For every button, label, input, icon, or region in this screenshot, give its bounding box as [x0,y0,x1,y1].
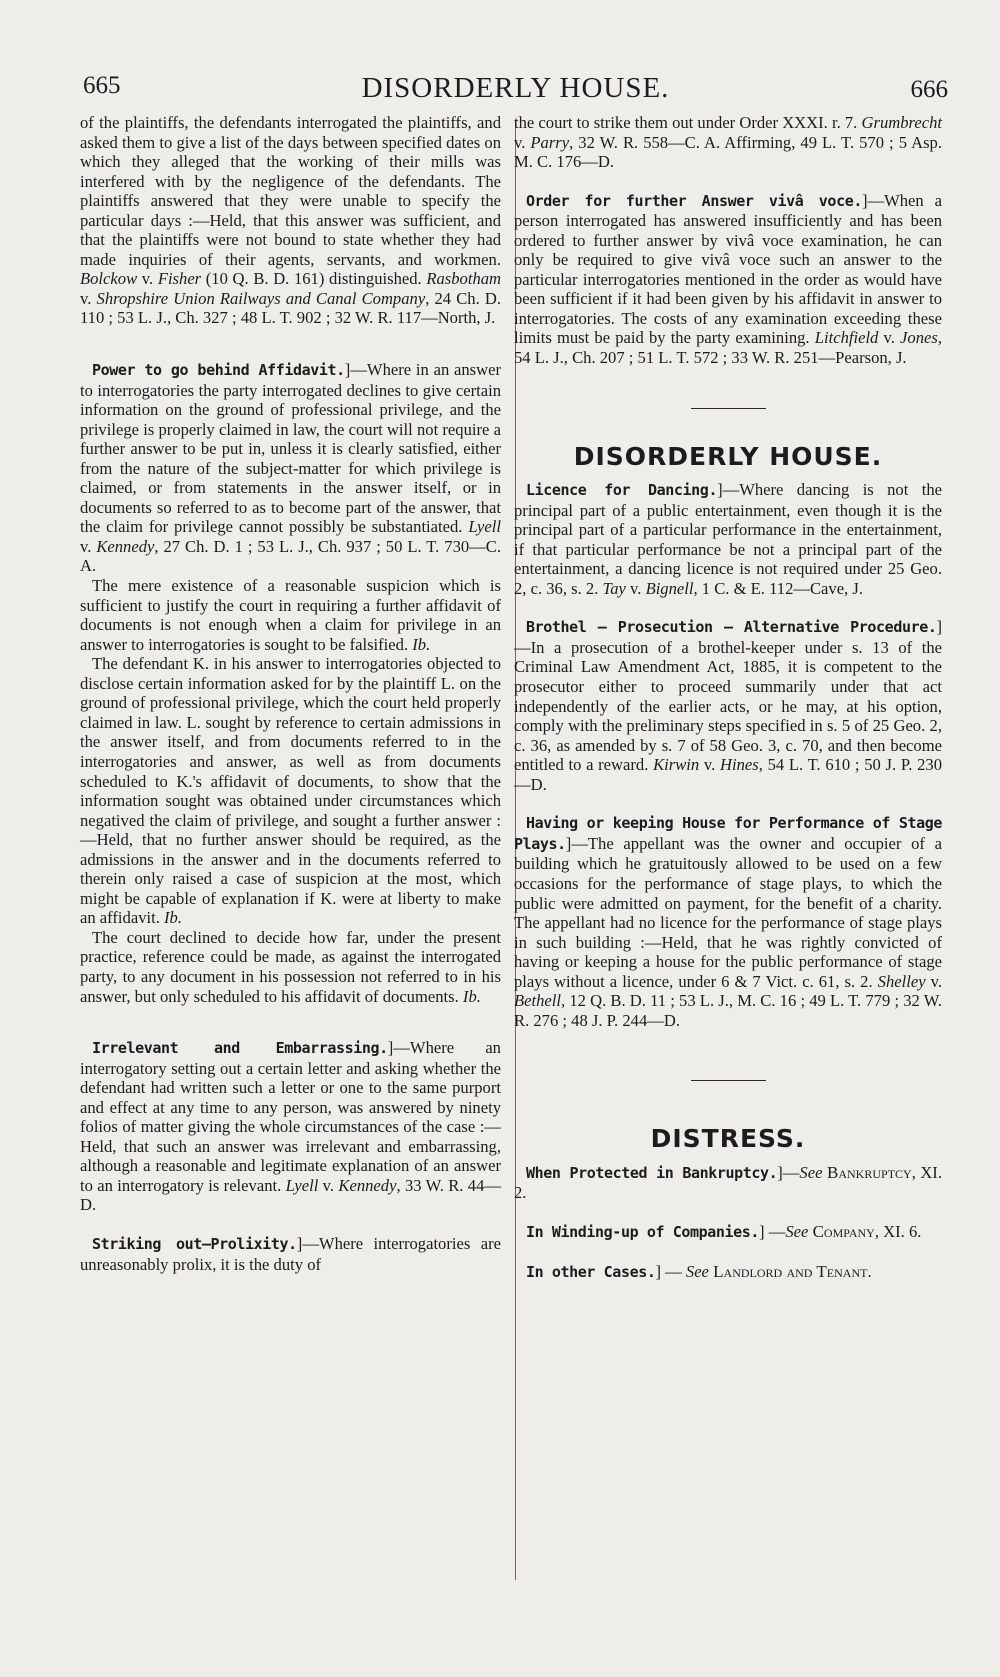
entry-striking-out: Striking out—Prolixity.]—Where interrogatories are unreasonably prolix, it is the duty of [80,1233,501,1274]
entry-winding-up: In Winding-up of Companies.] —See Company, XI. 6. [526,1221,922,1241]
entry-other-cases: In other Cases.] — See Landlord and Tenant. [526,1261,872,1281]
entry-order-further-answer: Order for further Answer vivâ voce.]—When a person interrogated has answered insufficiently and has been ordered to further answer by vivâ voce examination, he can only be required to give vivâ voce such an answer to the particular interrogatories mentioned in the order as would have been sufficient if it had been given by his affidavit in answer to interrogatories. The costs of any examination exceeding these limits must be paid by the party examining. Litchfield v. Jones, 54 L. J., Ch. 207 ; 51 L. T. 572 ; 33 W. R. 251—Pearson, J. [514,190,942,368]
entry-heading: Licence for Dancing. [526,481,718,500]
left-column [80,113,501,1274]
entry-heading: Order for further Answer vivâ voce. [526,191,862,210]
entry-heading: Brothel — Prosecution — Alternative Procedure. [526,618,937,637]
entry-heading: Irrelevant and Embarrassing. [92,1039,388,1058]
left-page-number: 665 [83,72,121,99]
entry-stage-plays: Having or keeping House for Performance of Stage Plays.]—The appellant was the owner and occupier of a building which he gratuitously allowed to be used on a few occasions for the performance of stage plays, to which the public were admitted on payment, for the benefit of a charity. The appellant had no licence for the performance of stage plays in such building :—Held, that he was rightly convicted of having or keeping a house for the public performance of stage plays without a licence, under 6 & 7 Vict. c. 61, s. 2. Shelley v. Bethell, 12 Q. B. D. 11 ; 53 L. J., M. C. 16 ; 49 L. T. 779 ; 32 W. R. 276 ; 48 J. P. 244—D. [514,814,942,1030]
entry-brothel-prosecution: Brothel — Prosecution — Alternative Procedure.]—In a prosecution of a brothel-keeper under s. 13 of the Criminal Law Amendment Act, 1885, it is competent to the prosecutor either to proceed summarily under that act independently of the earlier acts, or he may, at his option, comply with the preliminary steps specified in s. 5 of 25 Geo. 2, c. 36, as amended by s. 7 of 58 Geo. 3, c. 70, and then become entitled to a reward. Kirwin v. Hines, 54 L. T. 610 ; 50 J. P. 230—D. [514,617,942,794]
entry-heading: Striking out—Prolixity. [92,1234,297,1253]
paragraph-court-declined: The court declined to decide how far, under the present practice, reference could be made, as against the interrogated party, to any document in his possession not referred to in his answer, but only scheduled to his affidavit of documents. Ib. [80,927,501,1006]
entry-heading: When Protected in Bankruptcy. [526,1163,778,1182]
section-title-disorderly-house: DISORDERLY HOUSE. [573,441,883,471]
right-column [514,113,942,1282]
section-title-distress: DISTRESS. [650,1124,806,1154]
entry-power-behind-affidavit: Power to go behind Affidavit.]—Where in an answer to interrogatories the party interrogated declines to give certain information on the ground of professional privilege, and the privilege is properly claimed in law, the court will not require a further answer to be put in, unless it is clearly satisfied, either from the nature of the subject-matter for which privilege is claimed, or from statements in the answer itself, or in documents so referred to as to become part of the answer, that the claim for privilege cannot possibly be substantiated. Lyell v. Kennedy, 27 Ch. D. 1 ; 53 L. J., Ch. 937 ; 50 L. T. 730—C. A. [80,360,502,576]
entry-bankruptcy: When Protected in Bankruptcy.]—See Bankruptcy, XI. 2. [514,1162,942,1203]
right-page-number: 666 [910,76,948,103]
entry-heading: In other Cases. [526,1262,656,1281]
running-title: DISORDERLY HOUSE. [361,72,670,104]
entry-licence-for-dancing: Licence for Dancing.]—Where dancing is not the principal part of a public entertainment, even though it is the principal part of a particular performance in the entertainment, if that particular performance be not a principal part of the entertainment, a dancing licence is not required under 25 Geo. 2, c. 36, s. 2. Tay v. Bignell, 1 C. & E. 112—Cave, J. [514,480,942,598]
entry-irrelevant-embarrassing: Irrelevant and Embarrassing.]—Where an interrogatory setting out a certain letter and asking whether the defendant had written such a letter or one to the same purport and effect at any time to any person, was answered by ninety folios of matter giving the whole circumstances of the case :—Held, that such an answer was irrelevant and embarrassing, although a reasonable and legitimate explanation of an answer to an interrogatory is relevant. Lyell v. Kennedy, 33 W. R. 44—D. [80,1038,501,1215]
entry-heading: In Winding-up of Companies. [526,1222,760,1241]
entry-heading: Having or keeping House for Performance of Stage Plays. [514,814,942,853]
paragraph-continued: of the plaintiffs, the defendants interrogated the plaintiffs, and asked them to give a list of the days between specified dates on which they alleged that the working of their mills was interfered with by the negligence of the defendants. The plaintiffs answered that they were unable to specify the particular days :—Held, that this answer was sufficient, and that the plaintiffs were not bound to state whether they had made inquiries of their agents, servants, and workmen. Bolckow v. Fisher (10 Q. B. D. 161) distinguished. Rasbotham v. Shropshire Union Railways and Canal Company, 24 Ch. D. 110 ; 53 L. J., Ch. 327 ; 48 L. T. 902 ; 32 W. R. 117—North, J. [80,113,502,328]
paragraph-mere-existence: The mere existence of a reasonable suspicion which is sufficient to justify the court in requiring a further affidavit of documents is not enough when a claim for privilege in an answer to interrogatories is sought to be falsified. Ib. [80,576,501,654]
running-header [83,72,948,112]
entry-heading: Power to go behind Affidavit. [92,361,345,380]
paragraph-defendant-k: The defendant K. in his answer to interrogatories objected to disclose certain information asked for by the plaintiff L. on the ground of professional privilege, which the court held properly claimed in law. L. sought by reference to certain admissions in the answer itself, and from documents referred to in the interrogatories and answer, as well as from documents scheduled to K.'s affidavit of documents, to show that the information sought was obtained under circumstances which negatived the claim of privilege, and sought a further answer :—Held, that no further answer should be required, as the admissions in the answer and in the documents referred to therein only raised a case of suspicion at the most, which might be capable of explanation if K. were at liberty to make an affidavit. Ib. [80,654,501,928]
paragraph-continued-right: the court to strike them out under Order XXXI. r. 7. Grumbrecht v. Parry, 32 W. R. 558—C. A. Affirming, 49 L. T. 570 ; 5 Asp. M. C. 176—D. [514,113,942,172]
